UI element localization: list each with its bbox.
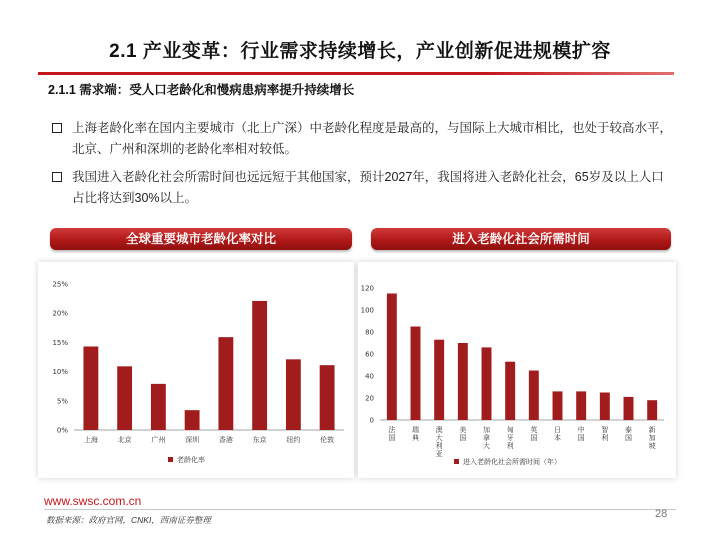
aging-time-chart [358,262,676,478]
y-tick-label: 10% [52,368,68,377]
y-tick-label: 100 [360,306,374,315]
x-tick-label: 泰国 [625,426,632,442]
y-tick-label: 20 [365,394,374,403]
x-tick-label: 美国 [459,426,467,442]
x-tick-label: 中国 [577,426,585,442]
y-tick-label: 0% [56,426,68,435]
bar [252,301,267,430]
x-tick-label: 英国 [530,426,538,442]
bar [411,327,421,421]
y-tick-label: 5% [56,397,68,406]
x-tick-label: 上海 [83,436,98,444]
bar [151,384,166,430]
bullet-list [52,118,672,216]
x-tick-label: 匈牙利 [506,426,514,450]
aging-rate-chart-panel [38,262,354,478]
legend-swatch [454,459,459,464]
x-tick-label: 伦敦 [320,436,335,444]
bar [600,393,610,421]
legend-label: 老龄化率 [177,456,205,464]
footer-source: 数据来源：政府官网，CNKI，西南证券整理 [46,515,211,525]
title-divider [38,72,674,75]
bullet-text: 上海老龄化率在国内主要城市（北上广深）中老龄化程度是最高的，与国际上大城市相比，也处于较高水平，北京、广州和深圳的老龄化率相对较低。 [72,121,673,156]
y-tick-label: 60 [365,350,374,359]
bar [218,337,233,430]
bar [624,397,634,420]
footer-divider [44,509,676,510]
bar [529,371,539,421]
bullet-text: 我国进入老龄化社会所需时间也远远短于其他国家，预计2027年，我国将进入老龄化社会，65岁及以上人口占比将达到30%以上。 [72,170,664,205]
bar [576,391,586,420]
y-tick-label: 15% [52,338,68,347]
section-subtitle: 2.1.1 需求端：受人口老龄化和慢病患病率提升持续增长 [48,83,355,97]
page-number: 28 [655,508,668,520]
x-tick-label: 智利 [601,426,609,442]
footer-url[interactable]: www.swsc.com.cn [44,494,142,508]
y-tick-label: 40 [365,372,374,381]
bar [553,391,563,420]
x-tick-label: 新加坡 [648,426,656,450]
legend-label: 进入老龄化社会所需时间（年） [463,458,561,466]
x-tick-label: 法国 [388,426,396,442]
legend-swatch [168,457,173,462]
aging-rate-chart [38,262,354,478]
x-tick-label: 澳大利亚 [435,426,443,458]
y-tick-label: 0 [369,416,374,425]
right-chart-title: 进入老龄化社会所需时间 [371,228,671,250]
x-tick-label: 瑞典 [412,426,419,442]
y-tick-label: 20% [52,309,68,318]
aging-time-chart-panel [358,262,676,478]
checkbox-bullet-icon [52,172,62,182]
x-tick-label: 纽约 [286,436,301,444]
x-tick-label: 北京 [117,436,132,444]
x-tick-label: 加拿大 [483,426,490,450]
y-tick-label: 25% [52,280,68,289]
x-tick-label: 香港 [218,436,233,444]
left-chart-title: 全球重要城市老龄化率对比 [50,228,352,250]
page-title: 2.1 产业变革：行业需求持续增长，产业创新促进规模扩容 [109,41,611,62]
bar [647,400,657,420]
bar [117,366,132,430]
bar [185,410,200,430]
x-tick-label: 东京 [252,436,267,444]
y-tick-label: 120 [360,284,374,293]
bar [505,362,515,420]
bar [482,347,492,420]
bullet-item [52,118,672,160]
bar [387,294,397,421]
y-tick-label: 80 [365,328,374,337]
bar [286,359,301,430]
bar [83,346,98,430]
x-tick-label: 日本 [554,426,561,442]
x-tick-label: 深圳 [185,436,200,444]
x-tick-label: 广州 [151,436,166,444]
bar [458,343,468,420]
bar [434,340,444,420]
bar [320,365,335,430]
checkbox-bullet-icon [52,123,62,133]
bullet-item [52,167,672,209]
